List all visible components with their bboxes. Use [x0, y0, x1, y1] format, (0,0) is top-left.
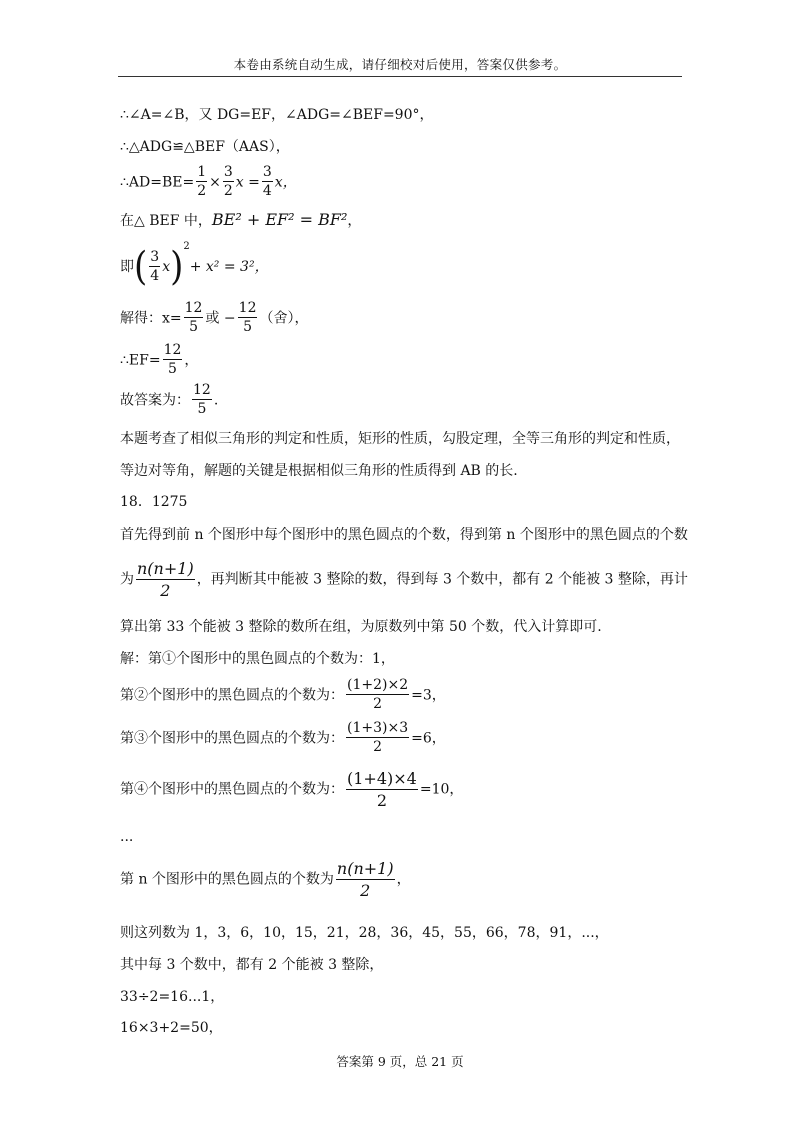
numerator: n(n+1)	[336, 859, 394, 878]
fraction	[336, 860, 395, 899]
denominator: 2	[160, 580, 171, 600]
text-segment: 第 n 个图形中的黑色圆点的个数为	[120, 871, 334, 888]
solution-line: 等边对等角，解题的关键是根据相似三角形的性质得到 AB 的长.	[120, 463, 518, 479]
fraction	[149, 250, 160, 285]
solution-line-equation	[120, 560, 688, 599]
fraction	[163, 343, 183, 378]
solution-line-equation	[120, 241, 269, 290]
denominator: 2	[197, 183, 207, 200]
left-paren: (	[134, 244, 148, 290]
numerator: n(n+1)	[137, 559, 194, 578]
text-segment: 即	[120, 259, 134, 275]
text-segment: ，	[184, 352, 199, 369]
text-segment: + x² = 3²，	[189, 259, 269, 275]
solution-line-equation	[120, 678, 446, 713]
text-segment: 第③个图形中的黑色圆点的个数为：	[120, 730, 344, 747]
page-header: 本卷由系统自动生成，请仔细校对后使用，答案仅供参考。	[233, 57, 567, 72]
solution-line: 其中每 3 个数中，都有 2 个能被 3 整除，	[120, 957, 384, 973]
text-segment: （舍），	[259, 310, 309, 327]
fraction	[184, 301, 204, 336]
numerator: (1+4)×4	[347, 769, 417, 788]
solution-line: 算出第 33 个能被 3 整除的数所在组，为原数列中第 50 个数，代入计算即可.	[120, 619, 602, 635]
numerator: 3	[223, 165, 234, 182]
denominator: 2	[376, 790, 388, 810]
page-footer: 答案第 9 页，总 21 页	[336, 1054, 464, 1069]
solution-line	[120, 212, 361, 228]
solution-line: 首先得到前 n 个图形中每个图形中的黑色圆点的个数，得到第 n 个图形中的黑色圆点的个数	[120, 527, 688, 543]
denominator: 5	[168, 361, 177, 378]
text-segment: =10，	[419, 781, 464, 798]
denominator: 4	[262, 183, 272, 200]
fraction	[192, 383, 212, 418]
denominator: 5	[197, 401, 207, 418]
text-segment: .	[213, 392, 219, 409]
solution-line-equation	[120, 860, 411, 899]
numerator: (1+2)×2	[346, 678, 409, 695]
numerator: 12	[192, 383, 212, 400]
numerator: 12	[184, 301, 204, 318]
text-segment: ∴AD=BE=	[120, 174, 195, 191]
text-segment: 在△ BEF 中，	[120, 213, 212, 229]
solution-line: 本题考查了相似三角形的判定和性质，矩形的性质，勾股定理，全等三角形的判定和性质，	[120, 431, 680, 447]
text-segment: ，再判断其中能被 3 整除的数，得到每 3 个数中，都有 2 个能被 3 整除，再计	[196, 571, 688, 588]
fraction	[223, 165, 234, 200]
denominator: 2	[373, 696, 383, 713]
exponent: 2	[183, 241, 190, 252]
solution-line: 33÷2=16...1，	[120, 989, 225, 1005]
fraction	[238, 301, 258, 336]
text-segment: 第④个图形中的黑色圆点的个数为：	[120, 781, 344, 798]
numerator: 3	[149, 250, 160, 267]
pythagorean-equation: BE² + EF² = BF²	[211, 210, 348, 229]
numerator: 12	[238, 301, 258, 318]
text-segment: x	[162, 259, 171, 275]
denominator: 5	[189, 319, 199, 336]
solution-line: 解：第①个图形中的黑色圆点的个数为：1，	[120, 651, 395, 667]
solution-line-equation	[120, 770, 463, 809]
text-segment: ，	[396, 871, 411, 888]
denominator: 5	[243, 319, 253, 336]
text-segment: 解得：x=	[120, 310, 182, 327]
denominator: 2	[223, 183, 233, 200]
numerator: (1+3)×3	[346, 721, 409, 738]
text-segment: 故答案为：	[120, 392, 190, 409]
solution-line-equation	[120, 721, 446, 756]
text-segment: ×	[209, 174, 221, 191]
text-segment: x =	[235, 174, 260, 191]
fraction	[196, 165, 207, 200]
text-segment: 第②个图形中的黑色圆点的个数为：	[120, 687, 344, 704]
denominator: 2	[360, 880, 371, 900]
fraction	[346, 770, 418, 809]
text-segment: 或 −	[205, 310, 236, 327]
fraction	[346, 678, 409, 713]
fraction	[136, 560, 195, 599]
text-segment: ∴EF=	[120, 352, 161, 369]
denominator: 2	[373, 739, 383, 756]
right-paren: )	[170, 244, 184, 290]
text-segment: ，	[347, 213, 362, 229]
text-segment: =3，	[411, 687, 446, 704]
answer-18: 18．1275	[120, 494, 188, 510]
text-segment: x，	[274, 174, 297, 191]
solution-line: ∴∠A=∠B，又 DG=EF，∠ADG=∠BEF=90°，	[120, 107, 434, 123]
solution-line-equation	[120, 301, 308, 336]
numerator: 12	[163, 343, 183, 360]
solution-line-equation	[120, 343, 198, 378]
fraction	[262, 165, 273, 200]
numerator: 3	[262, 165, 273, 182]
denominator: 4	[150, 268, 160, 284]
solution-line-equation	[120, 165, 297, 200]
solution-line: ∴△ADG≌△BEF（AAS），	[120, 139, 290, 155]
numerator: 1	[196, 165, 207, 182]
ellipsis-line: ...	[120, 829, 134, 845]
fraction	[346, 721, 409, 756]
solution-line: 16×3+2=50，	[120, 1020, 223, 1036]
header-rule	[118, 76, 682, 77]
text-segment: 为	[120, 571, 134, 588]
text-segment: =6，	[411, 730, 446, 747]
solution-line: 则这列数为 1，3，6，10，15，21，28，36，45，55，66，78，91，...，	[120, 925, 609, 941]
solution-line-equation	[120, 383, 218, 418]
